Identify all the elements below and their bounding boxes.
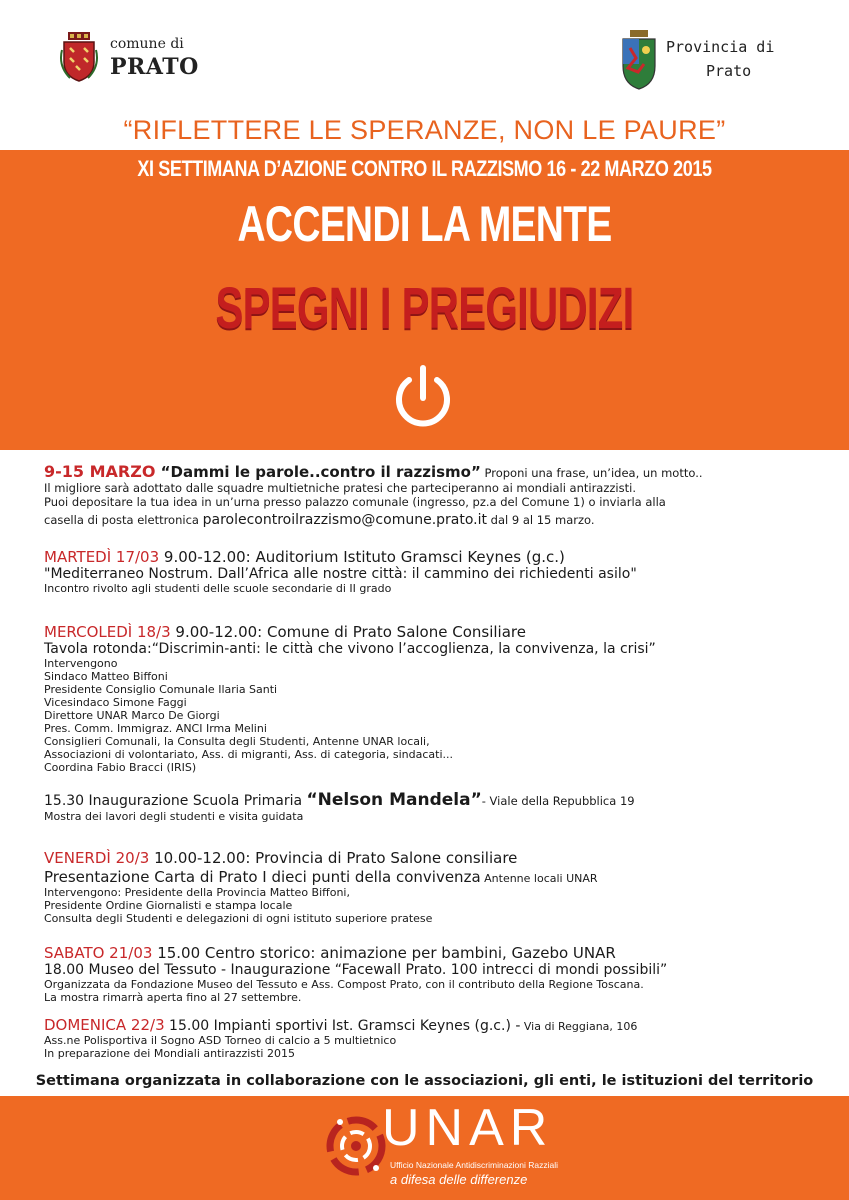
event-block-mandela [44, 790, 824, 823]
slogan: “RIFLETTERE LE SPERANZE, NON LE PAURE” [123, 115, 726, 145]
event-text: Presentazione Carta di Prato I dieci punti della convivenza [44, 868, 481, 886]
event-block-domenica [44, 1015, 824, 1060]
event-date: MARTEDÌ 17/03 [44, 548, 160, 566]
event-text: casella di posta elettronica [44, 513, 203, 527]
event-text: Presidente Ordine Giornalisti e stampa locale [44, 899, 293, 912]
event-text: Antenne locali UNAR [480, 872, 598, 885]
event-text: Organizzata da Fondazione Museo del Tessuto e Ass. Compost Prato, con il contributo della Regione Toscana. [44, 978, 644, 991]
speaker-line: Direttore UNAR Marco De Giorgi [44, 709, 220, 722]
provincia-label: Provincia di [666, 38, 775, 56]
event-text: La mostra rimarrà aperta fino al 27 settembre. [44, 991, 302, 1004]
event-text: Consulta degli Studenti e delegazioni di ogni istituto superiore pratese [44, 912, 433, 925]
event-text: Tavola rotonda:“Discrimin-anti: le città che vivono l’accoglienza, la convivenza, la crisi” [44, 641, 656, 657]
event-block-sabato [44, 944, 824, 1004]
event-title: 9.00-12.00: Comune di Prato Salone Consiliare [170, 623, 526, 641]
event-text: "Mediterraneo Nostrum. Dall’Africa alle nostre città: il cammino dei richiedenti asilo" [44, 566, 637, 582]
provincia-di-prato-logo [620, 30, 820, 94]
banner-subtitle: XI SETTIMANA D’AZIONE CONTRO IL RAZZISMO 16 - 22 MARZO 2015 [137, 156, 712, 181]
event-tail: Proponi una frase, un’idea, un motto.. [480, 466, 703, 480]
email-link[interactable]: parolecontroilrazzismo@comune.prato.it [202, 512, 487, 528]
event-text: 18.00 Museo del Tessuto - Inaugurazione “Facewall Prato. 100 intrecci di mondi possibili” [44, 962, 668, 978]
event-text: 15.30 Inaugurazione Scuola Primaria [44, 793, 307, 809]
speaker-line: Associazioni di volontariato, Ass. di migranti, Ass. di categoria, sindacati... [44, 748, 453, 761]
comune-name: PRATO [110, 54, 199, 80]
event-title: 15.00 Centro storico: animazione per bambini, Gazebo UNAR [152, 944, 616, 962]
unar-tagline: a difesa delle differenze [390, 1172, 528, 1187]
event-date: DOMENICA 22/3 [44, 1016, 165, 1034]
speaker-line: Presidente Consiglio Comunale Ilaria Santi [44, 683, 278, 696]
comune-di-prato-logo [60, 32, 230, 88]
event-title: “Dammi le parole..contro il razzismo” [155, 463, 481, 481]
event-text: Mostra dei lavori degli studenti e visita guidata [44, 810, 304, 823]
event-text: dal 9 al 15 marzo. [487, 513, 595, 527]
event-block-mercoledi [44, 623, 824, 774]
event-block-9-15-marzo [44, 462, 824, 528]
comune-label: comune di [110, 36, 184, 52]
event-text: Il migliore sarà adottato dalle squadre multietniche pratesi che parteciperanno ai mondiali antirazzisti. [44, 481, 636, 495]
banner-title-secondary: SPEGNI I PREGIUDIZI [215, 276, 634, 341]
event-text: - Viale della Repubblica 19 [481, 794, 635, 808]
event-text: In preparazione dei Mondiali antirazzisti 2015 [44, 1047, 295, 1060]
speaker-line: Consiglieri Comunali, la Consulta degli Studenti, Antenne UNAR locali, [44, 735, 430, 748]
event-date: VENERDÌ 20/3 [44, 849, 150, 867]
power-icon [392, 364, 454, 430]
event-block-venerdi [44, 849, 824, 925]
event-text: Incontro rivolto agli studenti delle scuole secondarie di II grado [44, 582, 392, 595]
unar-subtitle: Ufficio Nazionale Antidiscriminazioni Razziali [390, 1160, 559, 1170]
footer-note: Settimana organizzata in collaborazione con le associazioni, gli enti, le istituzioni del territorio [35, 1073, 814, 1089]
event-date: SABATO 21/03 [44, 944, 153, 962]
event-date: MERCOLEDÌ 18/3 [44, 623, 171, 641]
speaker-line: Vicesindaco Simone Faggi [44, 696, 187, 709]
unar-wordmark: UNAR [382, 1099, 554, 1157]
event-date: 9-15 MARZO [44, 462, 156, 481]
provincia-name: Prato [706, 62, 752, 80]
event-text: Ass.ne Polisportiva il Sogno ASD Torneo di calcio a 5 multietnico [44, 1034, 397, 1047]
banner-title: ACCENDI LA MENTE [237, 196, 612, 252]
event-tail: Via di Reggiana, 106 [520, 1020, 638, 1033]
event-title: 15.00 Impianti sportivi Ist. Gramsci Keynes (g.c.) - [164, 1018, 521, 1034]
speaker-line: Pres. Comm. Immigraz. ANCI Irma Melini [44, 722, 267, 735]
event-text: Puoi depositare la tua idea in un’urna presso palazzo comunale (ingresso, pz.a del Comune 1) o inviarla alla [44, 495, 666, 509]
provincia-crest-icon [620, 30, 658, 90]
event-title: 10.00-12.00: Provincia di Prato Salone consiliare [149, 849, 518, 867]
speaker-line: Intervengono [44, 657, 118, 670]
prato-crest-icon [60, 32, 98, 82]
event-highlight: “Nelson Mandela” [306, 790, 482, 810]
speaker-line: Coordina Fabio Bracci (IRIS) [44, 761, 197, 774]
event-block-martedi [44, 548, 824, 595]
event-title: 9.00-12.00: Auditorium Istituto Gramsci Keynes (g.c.) [159, 548, 565, 566]
event-text: Intervengono: Presidente della Provincia Matteo Biffoni, [44, 886, 350, 899]
speaker-line: Sindaco Matteo Biffoni [44, 670, 168, 683]
